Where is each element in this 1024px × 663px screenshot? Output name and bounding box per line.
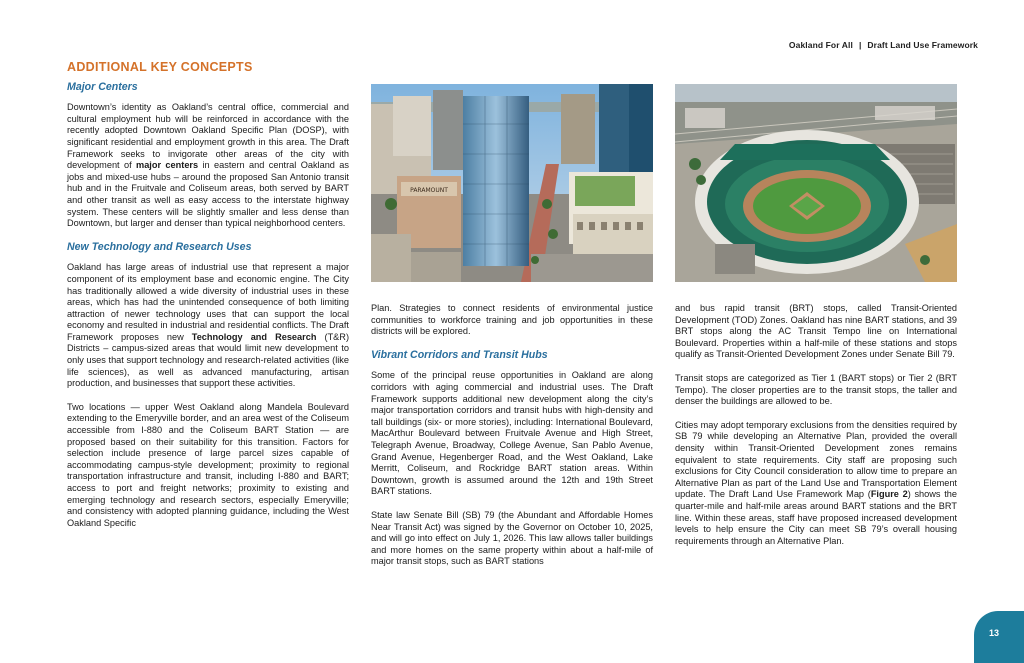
text-run: ) shows the quarter-mile and half-mile areas around BART stations and the BRT line. Within these areas, staff have proposed increased development levels to help ensure the City can meet SB 79’s overall housing requirements through an Alternative Plan. (675, 489, 957, 546)
text-run: Downtown’s identity as Oakland’s central office, commercial and cultural employment hub will be reinforced in accordance with the recently adopted Downtown Oakland Specific Plan (DOSP), with significant residential and employment growth in this area. The Draft Framework seeks to invigorate other areas of the city with development of (67, 102, 349, 171)
text-run: (T&R) Districts – campus-sized areas that would limit new development to only uses that support technology and research-related activities (like life sciences), as well as advanced manufacturing, artisan production, and businesses that support these activities. (67, 331, 350, 389)
text-run: Cities may adopt temporary exclusions from the densities required by SB 79 while developing an Alternative Plan, provided the overall density within Transit-Oriented Development zones remains equivalent to state requirements. City staff are proposing such exclusions for City Council consideration to allow time to prepare an Alternative Plan as part of the Land Use and Transportation Element update. The Draft Land Use Framework Map ( (675, 419, 957, 500)
paramount-sign: PARAMOUNT (410, 187, 448, 194)
column-1 (67, 62, 349, 541)
bold-term: Technology and Research (191, 331, 317, 342)
corridors-heading: Vibrant Corridors and Transit Hubs (371, 348, 548, 361)
page-number-tab (974, 611, 1024, 663)
header-doc-title: Oakland For All (788, 40, 853, 50)
major-centers-heading: Major Centers (67, 80, 138, 93)
corridors-paragraph-1: Some of the principal reuse opportunities in Oakland are along corridors with aging commercial and industrial uses. The Draft Framework supports additional new development along the city’s major transportation corridors and transit hubs with high-density and tall buildings (six- or more stories), including: International Boulevard, MacArthur Boulevard between Fruitvale Avenue and High Street, Telegraph Avenue, Broadway, College Avenue, San Pablo Avenue, Grand Avenue, Hegenberger Road, and the West Oakland, Lake Merritt, Coliseum, and Rockridge BART station areas. Within Downtown, growth is assumed around the 12th and 19th Street BART stations. (371, 370, 653, 497)
tech-research-heading: New Technology and Research Uses (67, 240, 252, 253)
text-run: Oakland has large areas of industrial use that represent a major component of its employment base and economic engine. The City has traditionally allowed a wide diversity of industrial uses in these areas, which has had the unintended consequence of both limiting attraction of newer technology uses that can support the local economy and resulted in industrial and residential conflicts. The Draft Framework proposes new (67, 262, 349, 342)
corridors-paragraph-3: Transit stops are categorized as Tier 1 (BART stops) or Tier 2 (BRT Tempo). The closer properties are to the transit stops, the taller and denser the buildings are allowed to be. (675, 372, 957, 407)
downtown-aerial-photo (371, 84, 653, 282)
corridors-paragraph-2-cont: and bus rapid transit (BRT) stops, called Transit-Oriented Development (TOD) Zones. Oakland has nine BART stations, and 39 BRT stops along the AC Transit Tempo line on International Boulevard. Properties within a half-mile of these stations and stops qualify as Transit-Oriented Development Zones under Senate Bill 79. (675, 303, 957, 360)
header-section: Draft Land Use Framework (867, 40, 978, 50)
tech-research-paragraph-1 (67, 262, 349, 390)
page-number: 13 (989, 628, 1000, 638)
column-2 (371, 303, 653, 580)
corridors-paragraph-4 (675, 420, 957, 548)
major-centers-paragraph (67, 102, 349, 230)
text-run: in eastern and central Oakland as jobs and mixed-use hubs – around the proposed San Antonio transit hub and in the Fruitvale and Coliseum areas, both served by BART and other transit as well as easy access to the interstate highway system. These centers will be slightly smaller and less dense than Downtown, but larger and denser than typical neighborhood centers. (67, 160, 349, 229)
running-header (789, 40, 978, 50)
coliseum-aerial-photo (675, 84, 957, 282)
section-title: ADDITIONAL KEY CONCEPTS (67, 60, 253, 74)
header-separator: | (858, 40, 862, 50)
bold-term: major centers (136, 160, 199, 171)
column-3 (675, 303, 957, 559)
tech-research-paragraph-2-cont: Plan. Strategies to connect residents of environmental justice communities to workforce training and job opportunities in these districts will be explored. (371, 303, 653, 337)
figure-reference: Figure 2 (870, 489, 908, 500)
corridors-paragraph-2: State law Senate Bill (SB) 79 (the Abundant and Affordable Homes Near Transit Act) was signed by the Governor on October 10, 2025, and will go into effect on July 1, 2026. This law allows taller buildings and more homes on the same property within about a half-mile of major transit stops, such as BART stations (371, 509, 653, 567)
tech-research-paragraph-2: Two locations — upper West Oakland along Mandela Boulevard extending to the Emeryville border, and an area west of the Coliseum accessible from I-880 and the Coliseum BART Station — are proposed based on their suitability for this transition. Factors for selection include presence of large parcel sizes capable of accommodating campus-style development; proximity to regional transportation infrastructure and transit, including I-880 and BART; access to port and freight networks; proximity to existing and emerging technology and research sectors, especially Emeryville; and consistency with adopted planning guidance, including the West Oakland Specific (67, 401, 349, 528)
